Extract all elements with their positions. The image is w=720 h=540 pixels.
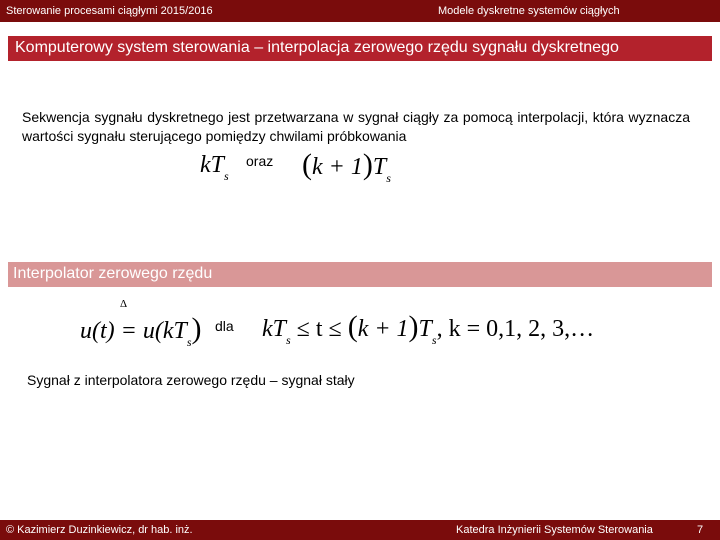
formula-kts (200, 152, 229, 184)
header-bar (0, 0, 720, 22)
formula-k1-T: T (372, 154, 387, 180)
formula-kts-base: kT (200, 152, 224, 178)
page-number: 7 (697, 524, 704, 536)
cond-end: , k = 0,1, 2, 3,… (436, 316, 595, 342)
course-title: Sterowanie procesami ciągłymi 2015/2016 (6, 5, 213, 17)
footer-department: Katedra Inżynierii Systemów Sterowania (456, 524, 653, 536)
formula-zoh-sub: s (186, 335, 192, 349)
formula-k1-sub: s (386, 171, 391, 185)
zoh-note: Sygnał z interpolatora zerowego rzędu – sygnał stały (27, 372, 355, 388)
footer-author: © Kazimierz Duzinkiewicz, dr hab. inż. (6, 524, 193, 536)
formula-k1-expr: k + 1 (312, 154, 363, 180)
delta-symbol: Δ (120, 298, 128, 310)
connector-dla: dla (215, 318, 234, 334)
chapter-title: Modele dyskretne systemów ciągłych (438, 5, 620, 17)
section-bar (8, 262, 712, 287)
cond-k: k + 1 (357, 316, 409, 342)
formula-condition: $kT_s \le t \le (k + 1)T_s$, k = 0,1, 2, 3,… (262, 310, 595, 347)
cond-T: T (418, 316, 432, 342)
formula-k1ts: $(k + 1)T_s$ (302, 148, 391, 185)
cond-left: kT (262, 316, 286, 342)
footer-bar (0, 520, 720, 540)
formula-zoh: $u(t) = u(kT_s)$ (80, 312, 202, 349)
slide-title-bar (8, 36, 712, 61)
slide-title: Komputerowy system sterowania – interpolacja zerowego rzędu sygnału dyskretnego (15, 39, 619, 56)
intro-paragraph: Sekwencja sygnału dyskretnego jest przetwarzana w sygnał ciągły za pomocą interpolacji, która wyznacza wartości sygnału sterującego pomiędzy chwilami próbkowania (22, 109, 690, 144)
cond-mid: ≤ t ≤ (296, 316, 342, 342)
formula-kts-sub: s (224, 169, 229, 183)
formula-zoh-lhs: u(t) = u(kT (80, 318, 187, 344)
connector-oraz: oraz (246, 153, 274, 169)
section-title: Interpolator zerowego rzędu (13, 265, 213, 282)
